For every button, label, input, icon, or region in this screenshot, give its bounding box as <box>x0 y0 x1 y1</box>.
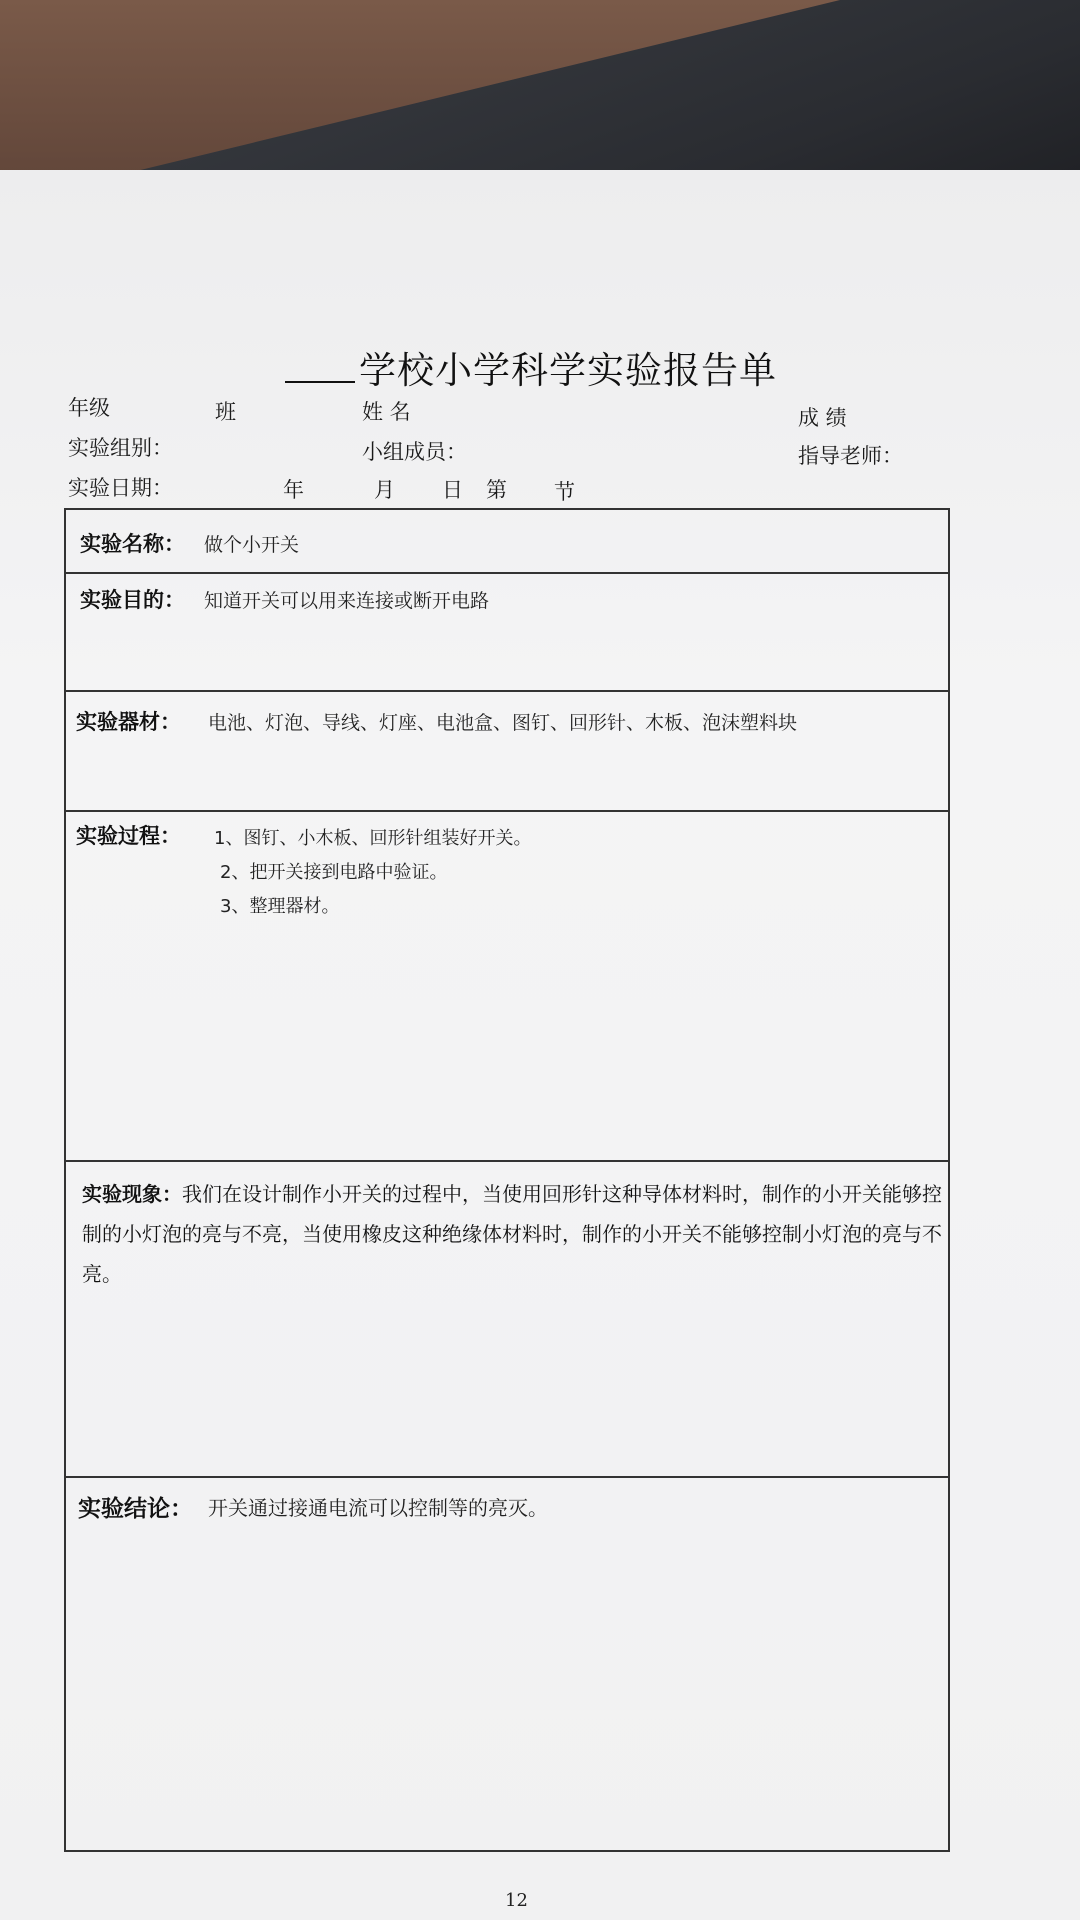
report-table <box>64 508 950 1852</box>
phenomenon-text <box>82 1174 942 1294</box>
row-experiment-name <box>66 510 948 574</box>
class-label: 班 <box>215 400 236 424</box>
phenomenon-label: 实验现象： <box>82 1182 182 1206</box>
purpose-value: 知道开关可以用来连接或断开电路 <box>204 590 490 612</box>
score-label: 成 绩 <box>798 406 847 430</box>
row-purpose <box>66 574 948 692</box>
materials-value: 电池、灯泡、导线、灯座、电池盒、图钉、回形针、木板、泡沫塑料块 <box>208 712 798 734</box>
row-materials <box>66 692 948 812</box>
grade-label: 年级 <box>68 396 110 420</box>
student-name-label: 姓 名 <box>362 400 411 424</box>
date-label: 实验日期： <box>68 476 173 500</box>
year-label: 年 <box>283 478 304 502</box>
row-process <box>66 812 948 1162</box>
day-label: 日 <box>442 478 463 502</box>
experiment-name-value: 做个小开关 <box>204 534 300 556</box>
process-step: 3、整理器材。 <box>220 896 340 917</box>
group-label: 实验组别： <box>68 436 173 460</box>
teacher-label: 指导老师： <box>798 444 903 468</box>
section-di-label: 第 <box>486 478 507 502</box>
page-title <box>285 340 777 394</box>
page-title-text: 学校小学科学实验报告单 <box>359 349 777 392</box>
purpose-label: 实验目的： <box>80 588 185 612</box>
process-step: 1、图钉、小木板、回形针组装好开关。 <box>214 828 532 849</box>
conclusion-label: 实验结论： <box>78 1496 193 1522</box>
row-phenomenon <box>66 1162 948 1478</box>
materials-label: 实验器材： <box>76 710 181 734</box>
experiment-name-label: 实验名称： <box>80 532 185 556</box>
members-label: 小组成员： <box>362 440 467 464</box>
phenomenon-value: 我们在设计制作小开关的过程中，当使用回形针这种导体材料时，制作的小开关能够控制的小灯泡的亮与不亮，当使用橡皮这种绝缘体材料时，制作的小开关不能够控制小灯泡的亮与不亮。 <box>82 1182 942 1286</box>
row-conclusion <box>66 1478 948 1852</box>
process-label: 实验过程： <box>76 824 181 848</box>
month-label: 月 <box>374 478 395 502</box>
page-number: 12 <box>505 1890 528 1911</box>
section-jie-label: 节 <box>554 480 575 504</box>
school-name-blank <box>285 347 355 383</box>
process-step: 2、把开关接到电路中验证。 <box>220 862 448 883</box>
conclusion-value: 开关通过接通电流可以控制等的亮灭。 <box>208 1496 548 1520</box>
